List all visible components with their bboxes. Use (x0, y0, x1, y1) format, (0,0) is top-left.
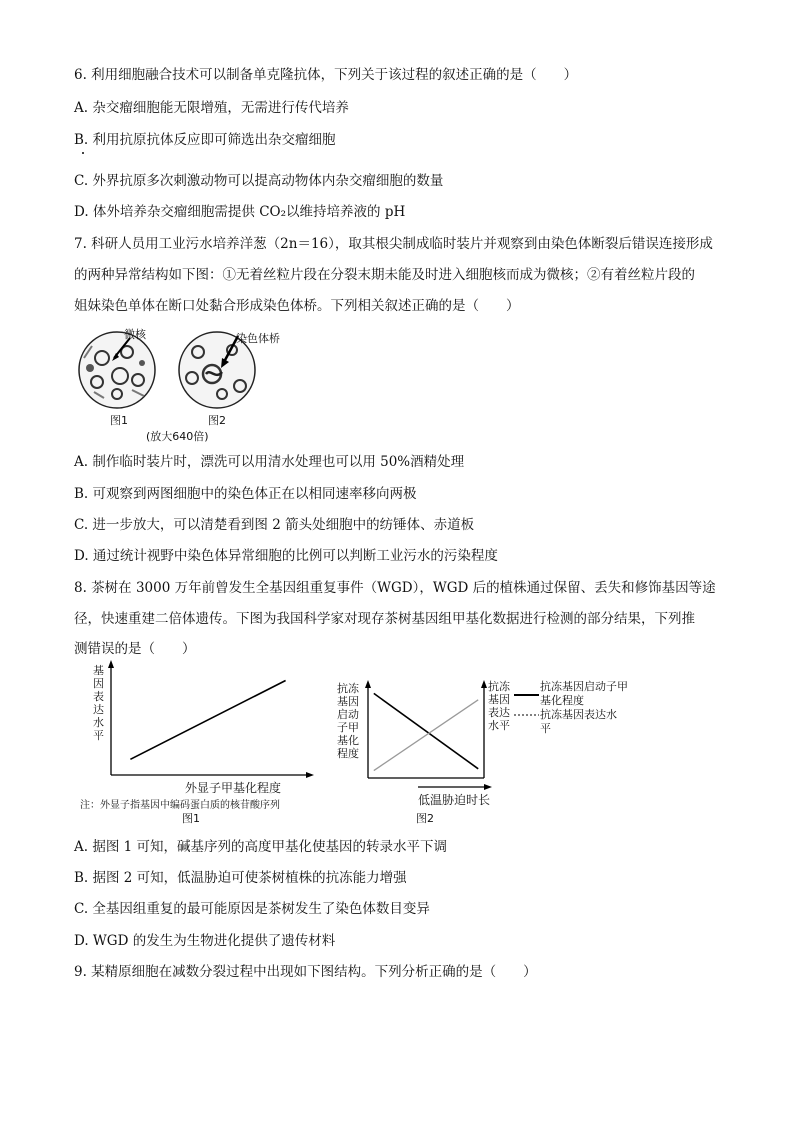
q7-option-a: A. 制作临时装片时，漂洗可以用清水处理也可以用 50%酒精处理 (74, 454, 465, 470)
legend-label-expression: 抗冻基因表达水平 (540, 708, 617, 735)
magnification-caption: (放大640倍) (146, 430, 209, 443)
micronucleus-label: 微核 (124, 328, 146, 341)
q8-stem-line3: 测错误的是（ ） (74, 641, 196, 657)
q8-option-c: C. 全基因组重复的最可能原因是茶树发生了染色体数目变异 (74, 901, 430, 917)
chart2-title: 图2 (416, 812, 434, 825)
q8-option-a: A. 据图 1 可知，碱基序列的高度甲基化使基因的转录水平下调 (74, 839, 448, 855)
q8-stem-line2: 径，快速重建二倍体遗传。下图为我国科学家对现存茶树基因组甲基化数据进行检测的部分结果，下列推 (74, 611, 695, 627)
q8-option-d: D. WGD 的发生为生物进化提供了遗传材料 (74, 933, 336, 949)
chart2-left-arrow (365, 680, 371, 688)
q7-stem-line3: 姐妹染色单体在断口处黏合形成染色体桥。下列相关叙述正确的是（ ） (74, 298, 520, 314)
chart2-series-line-1 (374, 700, 478, 771)
chart1-title: 图1 (182, 812, 200, 825)
q7-stem-line1: 7. 科研人员用工业污水培养洋葱（2n＝16），取其根尖制成临时装片并观察到由染色体断裂后错误连接形成 (74, 236, 713, 252)
legend-label-methylation: 抗冻基因启动子甲基化程度 (540, 680, 628, 707)
chart2-right-arrow (481, 680, 487, 688)
chart2-series-line-0 (374, 693, 478, 768)
q6-option-d: D. 体外培养杂交瘤细胞需提供 CO₂以维持培养液的 pH (74, 204, 406, 220)
q6-option-b: B. 利用抗原抗体反应即可筛选出杂交瘤细胞 (74, 132, 336, 148)
stray-dot (82, 152, 84, 154)
chart2-ylabel-right: 抗冻基因表达水平 (488, 680, 510, 732)
chart1-xlabel: 外显子甲基化程度 (185, 781, 282, 795)
chromosome-bridge-label: 染色体桥 (236, 332, 280, 345)
q6-option-a: A. 杂交瘤细胞能无限增殖，无需进行传代培养 (74, 100, 349, 116)
q7-option-c: C. 进一步放大，可以清楚看到图 2 箭头处细胞中的纺锤体、赤道板 (74, 517, 475, 533)
micrograph-1 (79, 332, 155, 408)
chart1-series-line-0 (130, 681, 285, 760)
q9-stem: 9. 某精原细胞在减数分裂过程中出现如下图结构。下列分析正确的是（ ） (74, 964, 537, 980)
q7-option-d: D. 通过统计视野中染色体异常细胞的比例可以判断工业污水的污染程度 (74, 548, 498, 564)
q6-stem: 6. 利用细胞融合技术可以制备单克隆抗体，下列关于该过程的叙述正确的是（ ） (74, 67, 578, 83)
q6-option-c: C. 外界抗原多次刺激动物可以提高动物体内杂交瘤细胞的数量 (74, 173, 444, 189)
chart1 (100, 660, 320, 790)
chart2 (360, 680, 490, 784)
chart2-xlabel: 低温胁迫时长 (418, 793, 491, 807)
chart1-note: 注：外显子指基因中编码蛋白质的核苷酸序列 (80, 800, 280, 811)
q8-option-b: B. 据图 2 可知，低温胁迫可使茶树植株的抗冻能力增强 (74, 870, 407, 886)
q7-stem-line2: 的两种异常结构如下图：①无着丝粒片段在分裂末期未能及时进入细胞核而成为微核；②有着丝粒片段的 (74, 267, 695, 283)
q8-stem-line1: 8. 茶树在 3000 万年前曾发生全基因组重复事件（WGD），WGD 后的植株通过保留、丢失和修饰基因等途 (74, 580, 716, 596)
q7-option-b: B. 可观察到两图细胞中的染色体正在以相同速率移向两极 (74, 486, 417, 502)
chart1-y-arrow (108, 660, 114, 668)
fig1-caption: 图1 (110, 414, 128, 427)
chart1-x-arrow (306, 772, 314, 778)
chart2-ylabel: 抗冻基因启动子甲基化程度 (337, 682, 359, 760)
fig2-caption: 图2 (208, 414, 226, 427)
chart1-ylabel: 基因表达水平 (93, 664, 104, 742)
chart2-legend-swatches (513, 683, 543, 723)
